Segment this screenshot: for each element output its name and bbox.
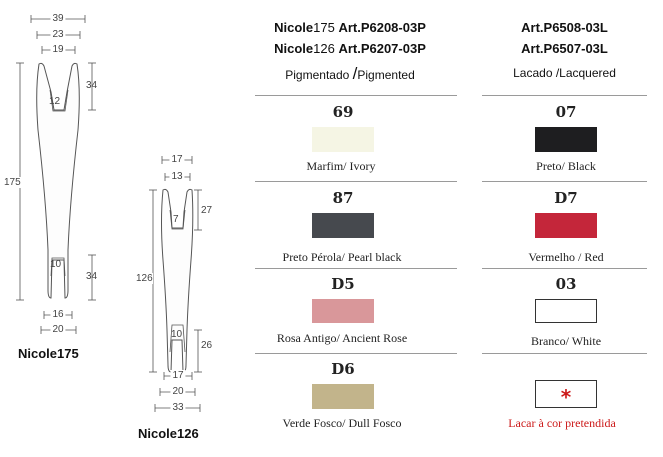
dim-126-top-13: 13 [171, 171, 183, 182]
product-name-nicole126: Nicole126 [138, 426, 199, 441]
color-swatch-dull-fosco [312, 384, 374, 409]
dim-175-bottom-16: 16 [52, 309, 64, 320]
pigmented-finish: Pigmentado /Pigmented [285, 64, 415, 83]
color-name: Vermelho / Red [528, 250, 604, 264]
divider [255, 181, 457, 182]
lacquered-art-line-1: Art.P6508-03L [521, 20, 608, 35]
dim-126-right-bottom: 26 [201, 340, 213, 351]
dim-126-inner-bottom: 10 [171, 329, 183, 340]
color-swatch-ivory [312, 127, 374, 152]
color-name: Rosa Antigo/ Ancient Rose [276, 331, 408, 345]
dim-126-top-17: 17 [171, 154, 183, 165]
divider [482, 268, 647, 269]
color-code: 03 [555, 275, 577, 293]
color-name: Verde Fosco/ Dull Fosco [282, 416, 402, 430]
dim-175-top-39: 39 [52, 13, 64, 24]
color-swatch-ancient-rose [312, 299, 374, 323]
dim-126-bottom-33: 33 [172, 402, 184, 413]
dim-175-height: 175 [4, 177, 21, 188]
lacquered-finish: Lacado /Lacquered [513, 66, 616, 80]
asterisk-icon: * [560, 385, 572, 409]
color-code: D6 [331, 360, 355, 378]
color-swatch-black [535, 127, 597, 152]
color-name: Preto/ Black [536, 159, 596, 173]
divider [255, 95, 457, 96]
dim-175-right-top: 34 [86, 80, 98, 91]
dim-175-top-23: 23 [52, 29, 64, 40]
color-code: D5 [331, 275, 355, 293]
color-name: Preto Pérola/ Pearl black [282, 250, 402, 264]
custom-color-note: Lacar à cor pretendida [508, 416, 616, 430]
color-name: Branco/ White [530, 334, 602, 348]
pigmented-art-line-2: Nicole126 Art.P6207-03P [274, 41, 426, 56]
dim-175-inner-top: 12 [49, 96, 61, 107]
dim-175-right-bottom: 34 [86, 271, 98, 282]
color-swatch-red [535, 213, 597, 238]
color-code: 87 [332, 189, 354, 207]
divider [482, 353, 647, 354]
dim-126-inner-top: 7 [173, 214, 179, 225]
product-name-nicole175: Nicole175 [18, 346, 79, 361]
dim-175-top-19: 19 [52, 44, 64, 55]
dim-126-bottom-17: 17 [172, 370, 184, 381]
dim-126-bottom-20: 20 [172, 386, 184, 397]
divider [482, 95, 647, 96]
color-code: 07 [555, 103, 577, 121]
divider [482, 181, 647, 182]
lacquered-art-line-2: Art.P6507-03L [521, 41, 608, 56]
divider [255, 268, 457, 269]
color-code: 69 [332, 103, 354, 121]
dim-126-height: 126 [136, 273, 153, 284]
dim-175-inner-bottom: 10 [50, 259, 62, 270]
color-swatch-pearl-black [312, 213, 374, 238]
dim-175-bottom-20: 20 [52, 324, 64, 335]
color-swatch-white [535, 299, 597, 323]
color-code: D7 [554, 189, 578, 207]
divider [255, 353, 457, 354]
pigmented-art-line-1: Nicole175 Art.P6208-03P [274, 20, 426, 35]
dim-126-right-top: 27 [201, 205, 213, 216]
color-name: Marfim/ Ivory [306, 159, 376, 173]
